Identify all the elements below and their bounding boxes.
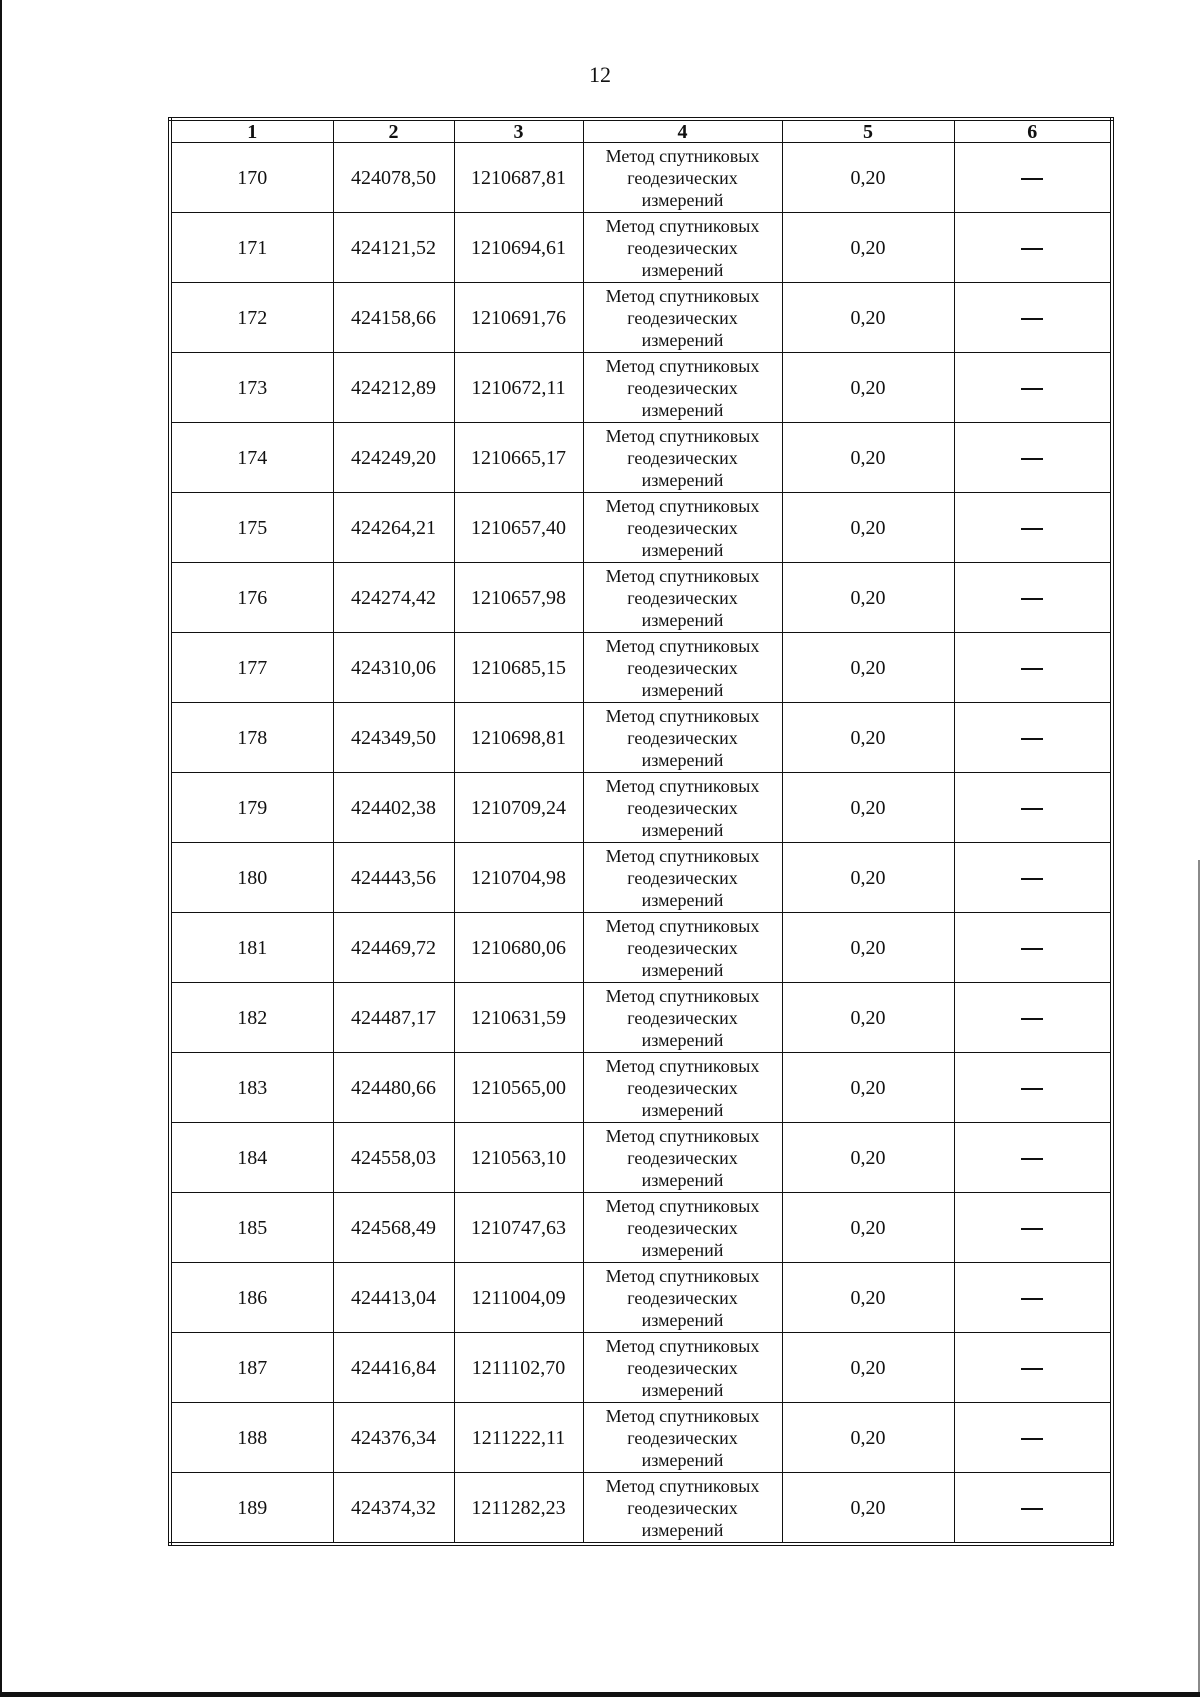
accuracy-cell: 0,20 [782, 493, 954, 563]
table-row [170, 563, 1112, 633]
accuracy-cell: 0,20 [782, 1473, 954, 1545]
point-number-cell: 172 [170, 283, 333, 353]
accuracy-cell: 0,20 [782, 353, 954, 423]
accuracy-cell: 0,20 [782, 143, 954, 213]
note-cell [954, 773, 1112, 843]
x-coordinate-cell: 424374,32 [333, 1473, 454, 1545]
x-coordinate-cell: 424402,38 [333, 773, 454, 843]
accuracy-cell: 0,20 [782, 1193, 954, 1263]
table-row [170, 1053, 1112, 1123]
point-number-cell: 187 [170, 1333, 333, 1403]
table-row [170, 1473, 1112, 1545]
y-coordinate-cell: 1210691,76 [454, 283, 583, 353]
x-coordinate-cell: 424376,34 [333, 1403, 454, 1473]
point-number-cell: 185 [170, 1193, 333, 1263]
method-cell [583, 703, 782, 773]
method-text: Метод спутниковых геодезических измерений [605, 1335, 760, 1400]
note-cell [954, 563, 1112, 633]
column-header-2: 2 [333, 119, 454, 143]
y-coordinate-cell: 1211282,23 [454, 1473, 583, 1545]
note-cell [954, 1053, 1112, 1123]
method-cell [583, 1403, 782, 1473]
dash-mark [1021, 248, 1043, 250]
point-number-cell: 188 [170, 1403, 333, 1473]
note-cell [954, 843, 1112, 913]
x-coordinate-cell: 424121,52 [333, 213, 454, 283]
note-cell [954, 1333, 1112, 1403]
dash-mark [1021, 458, 1043, 460]
point-number-cell: 173 [170, 353, 333, 423]
point-number-cell: 180 [170, 843, 333, 913]
method-cell [583, 1123, 782, 1193]
header-row [170, 119, 1112, 143]
method-cell [583, 143, 782, 213]
method-text: Метод спутниковых геодезических измерений [605, 1265, 760, 1330]
x-coordinate-cell: 424416,84 [333, 1333, 454, 1403]
method-text: Метод спутниковых геодезических измерений [605, 215, 760, 280]
x-coordinate-cell: 424264,21 [333, 493, 454, 563]
method-text: Метод спутниковых геодезических измерений [605, 285, 760, 350]
method-cell [583, 493, 782, 563]
accuracy-cell: 0,20 [782, 1263, 954, 1333]
method-text: Метод спутниковых геодезических измерений [605, 1125, 760, 1190]
table-row [170, 913, 1112, 983]
point-number-cell: 175 [170, 493, 333, 563]
table-body [170, 143, 1112, 1545]
table-row [170, 1403, 1112, 1473]
point-number-cell: 182 [170, 983, 333, 1053]
x-coordinate-cell: 424349,50 [333, 703, 454, 773]
y-coordinate-cell: 1210680,06 [454, 913, 583, 983]
method-text: Метод спутниковых геодезических измерений [605, 1055, 760, 1120]
accuracy-cell: 0,20 [782, 283, 954, 353]
method-text: Метод спутниковых геодезических измерений [605, 425, 760, 490]
accuracy-cell: 0,20 [782, 213, 954, 283]
point-number-cell: 170 [170, 143, 333, 213]
method-cell [583, 423, 782, 493]
method-text: Метод спутниковых геодезических измерений [605, 495, 760, 560]
y-coordinate-cell: 1210687,81 [454, 143, 583, 213]
table-row [170, 633, 1112, 703]
column-header-5: 5 [782, 119, 954, 143]
table-row [170, 143, 1112, 213]
y-coordinate-cell: 1210685,15 [454, 633, 583, 703]
note-cell [954, 703, 1112, 773]
dash-mark [1021, 318, 1043, 320]
accuracy-cell: 0,20 [782, 423, 954, 493]
point-number-cell: 174 [170, 423, 333, 493]
x-coordinate-cell: 424568,49 [333, 1193, 454, 1263]
coordinates-table [168, 117, 1114, 1546]
dash-mark [1021, 1368, 1043, 1370]
dash-mark [1021, 1228, 1043, 1230]
note-cell [954, 493, 1112, 563]
table-row [170, 1263, 1112, 1333]
method-cell [583, 983, 782, 1053]
dash-mark [1021, 948, 1043, 950]
dash-mark [1021, 1508, 1043, 1510]
note-cell [954, 1473, 1112, 1545]
note-cell [954, 913, 1112, 983]
point-number-cell: 171 [170, 213, 333, 283]
x-coordinate-cell: 424487,17 [333, 983, 454, 1053]
point-number-cell: 176 [170, 563, 333, 633]
point-number-cell: 181 [170, 913, 333, 983]
point-number-cell: 183 [170, 1053, 333, 1123]
method-text: Метод спутниковых геодезических измерений [605, 145, 760, 210]
page-number: 12 [589, 62, 611, 87]
x-coordinate-cell: 424469,72 [333, 913, 454, 983]
accuracy-cell: 0,20 [782, 1333, 954, 1403]
x-coordinate-cell: 424413,04 [333, 1263, 454, 1333]
y-coordinate-cell: 1210563,10 [454, 1123, 583, 1193]
y-coordinate-cell: 1210665,17 [454, 423, 583, 493]
dash-mark [1021, 668, 1043, 670]
note-cell [954, 1193, 1112, 1263]
note-cell [954, 143, 1112, 213]
note-cell [954, 353, 1112, 423]
method-cell [583, 1473, 782, 1545]
note-cell [954, 983, 1112, 1053]
x-coordinate-cell: 424310,06 [333, 633, 454, 703]
method-text: Метод спутниковых геодезических измерений [605, 1405, 760, 1470]
dash-mark [1021, 1158, 1043, 1160]
note-cell [954, 1263, 1112, 1333]
note-cell [954, 283, 1112, 353]
method-text: Метод спутниковых геодезических измерений [605, 1195, 760, 1260]
method-cell [583, 1333, 782, 1403]
y-coordinate-cell: 1211222,11 [454, 1403, 583, 1473]
dash-mark [1021, 178, 1043, 180]
accuracy-cell: 0,20 [782, 1403, 954, 1473]
x-coordinate-cell: 424558,03 [333, 1123, 454, 1193]
x-coordinate-cell: 424249,20 [333, 423, 454, 493]
column-header-6: 6 [954, 119, 1112, 143]
accuracy-cell: 0,20 [782, 703, 954, 773]
dash-mark [1021, 1018, 1043, 1020]
table-row [170, 423, 1112, 493]
y-coordinate-cell: 1210565,00 [454, 1053, 583, 1123]
y-coordinate-cell: 1210709,24 [454, 773, 583, 843]
dash-mark [1021, 1298, 1043, 1300]
column-header-4: 4 [583, 119, 782, 143]
y-coordinate-cell: 1211102,70 [454, 1333, 583, 1403]
method-text: Метод спутниковых геодезических измерений [605, 635, 760, 700]
x-coordinate-cell: 424158,66 [333, 283, 454, 353]
method-cell [583, 633, 782, 703]
accuracy-cell: 0,20 [782, 1123, 954, 1193]
table-row [170, 703, 1112, 773]
x-coordinate-cell: 424443,56 [333, 843, 454, 913]
accuracy-cell: 0,20 [782, 983, 954, 1053]
table-row [170, 773, 1112, 843]
table-row [170, 1193, 1112, 1263]
method-cell [583, 353, 782, 423]
method-text: Метод спутниковых геодезических измерений [605, 845, 760, 910]
dash-mark [1021, 738, 1043, 740]
point-number-cell: 186 [170, 1263, 333, 1333]
y-coordinate-cell: 1210631,59 [454, 983, 583, 1053]
x-coordinate-cell: 424078,50 [333, 143, 454, 213]
scan-edge-bottom [0, 1692, 1200, 1697]
method-text: Метод спутниковых геодезических измерений [605, 705, 760, 770]
method-cell [583, 1193, 782, 1263]
dash-mark [1021, 388, 1043, 390]
dash-mark [1021, 1088, 1043, 1090]
method-cell [583, 843, 782, 913]
x-coordinate-cell: 424212,89 [333, 353, 454, 423]
y-coordinate-cell: 1210672,11 [454, 353, 583, 423]
dash-mark [1021, 878, 1043, 880]
y-coordinate-cell: 1210747,63 [454, 1193, 583, 1263]
table-row [170, 493, 1112, 563]
table-row [170, 843, 1112, 913]
x-coordinate-cell: 424480,66 [333, 1053, 454, 1123]
point-number-cell: 189 [170, 1473, 333, 1545]
point-number-cell: 184 [170, 1123, 333, 1193]
point-number-cell: 178 [170, 703, 333, 773]
accuracy-cell: 0,20 [782, 633, 954, 703]
table-row [170, 1123, 1112, 1193]
y-coordinate-cell: 1210694,61 [454, 213, 583, 283]
y-coordinate-cell: 1211004,09 [454, 1263, 583, 1333]
method-text: Метод спутниковых геодезических измерений [605, 565, 760, 630]
method-text: Метод спутниковых геодезических измерений [605, 985, 760, 1050]
dash-mark [1021, 528, 1043, 530]
accuracy-cell: 0,20 [782, 843, 954, 913]
method-cell [583, 563, 782, 633]
x-coordinate-cell: 424274,42 [333, 563, 454, 633]
note-cell [954, 213, 1112, 283]
y-coordinate-cell: 1210704,98 [454, 843, 583, 913]
table-row [170, 283, 1112, 353]
dash-mark [1021, 598, 1043, 600]
accuracy-cell: 0,20 [782, 563, 954, 633]
table-row [170, 353, 1112, 423]
note-cell [954, 1123, 1112, 1193]
method-text: Метод спутниковых геодезических измерений [605, 1475, 760, 1540]
y-coordinate-cell: 1210657,40 [454, 493, 583, 563]
method-cell [583, 913, 782, 983]
column-header-1: 1 [170, 119, 333, 143]
accuracy-cell: 0,20 [782, 773, 954, 843]
y-coordinate-cell: 1210698,81 [454, 703, 583, 773]
point-number-cell: 177 [170, 633, 333, 703]
method-cell [583, 283, 782, 353]
table-row [170, 1333, 1112, 1403]
note-cell [954, 423, 1112, 493]
dash-mark [1021, 1438, 1043, 1440]
note-cell [954, 633, 1112, 703]
dash-mark [1021, 808, 1043, 810]
method-cell [583, 213, 782, 283]
method-cell [583, 1263, 782, 1333]
note-cell [954, 1403, 1112, 1473]
accuracy-cell: 0,20 [782, 913, 954, 983]
method-text: Метод спутниковых геодезических измерений [605, 775, 760, 840]
y-coordinate-cell: 1210657,98 [454, 563, 583, 633]
method-cell [583, 1053, 782, 1123]
table-row [170, 213, 1112, 283]
method-text: Метод спутниковых геодезических измерений [605, 355, 760, 420]
scan-edge-left [0, 0, 2, 1697]
method-cell [583, 773, 782, 843]
accuracy-cell: 0,20 [782, 1053, 954, 1123]
method-text: Метод спутниковых геодезических измерений [605, 915, 760, 980]
column-header-3: 3 [454, 119, 583, 143]
point-number-cell: 179 [170, 773, 333, 843]
table-row [170, 983, 1112, 1053]
